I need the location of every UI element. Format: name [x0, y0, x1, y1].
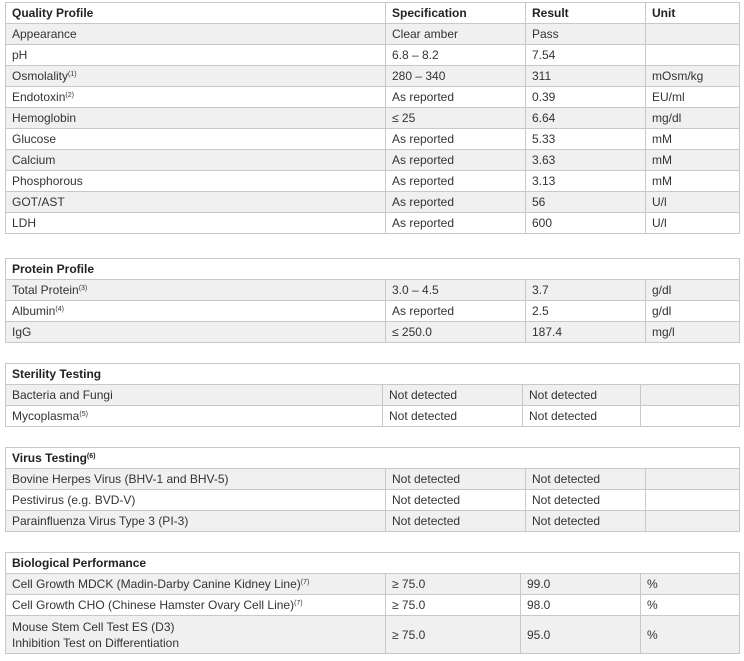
row-unit: U/l: [646, 213, 740, 234]
protein-profile-table: [5, 258, 740, 343]
row-unit: mM: [646, 150, 740, 171]
row-result: Not detected: [526, 469, 646, 490]
footnote-ref: (1): [68, 71, 77, 78]
virus-testing-table: [5, 447, 740, 532]
row-name: Endotoxin$^{(2)}$: [6, 87, 386, 108]
row-name: Hemoglobin: [6, 108, 386, 129]
row-name: Osmolality$^{(1)}$: [6, 66, 386, 87]
row-unit: [646, 511, 740, 532]
row-result: 56: [526, 192, 646, 213]
footnote-ref: (3): [78, 285, 88, 292]
section-header-row: [6, 364, 740, 385]
table-row: [6, 171, 740, 192]
row-unit: mM: [646, 171, 740, 192]
row-unit: mg/l: [646, 322, 740, 343]
table-row: [6, 490, 740, 511]
table-row: [6, 213, 740, 234]
row-spec: 3.0 – 4.5: [386, 280, 526, 301]
row-name: [6, 616, 386, 654]
table-row: [6, 129, 740, 150]
biological-performance-table: [5, 552, 740, 654]
row-name: Cell Growth CHO (Chinese Hamster Ovary Cell Line)$^{(7)}$: [6, 595, 386, 616]
row-unit: g/dl: [646, 301, 740, 322]
row-result: 187.4: [526, 322, 646, 343]
row-spec: ≤ 25: [386, 108, 526, 129]
table-row: [6, 511, 740, 532]
sterility-testing-heading: Sterility Testing: [6, 364, 740, 385]
row-result: Not detected: [523, 385, 641, 406]
row-result: 0.39: [526, 87, 646, 108]
row-spec: As reported: [386, 171, 526, 192]
table-row: [6, 87, 740, 108]
row-unit: [641, 406, 740, 427]
table-row: [6, 301, 740, 322]
row-spec: As reported: [386, 150, 526, 171]
table-row: [6, 150, 740, 171]
row-spec: ≥ 75.0: [386, 574, 521, 595]
protein-profile-heading: Protein Profile: [6, 259, 740, 280]
sterility-testing-table: [5, 363, 740, 427]
row-unit: [646, 490, 740, 511]
row-name: Cell Growth MDCK (Madin-Darby Canine Kidney Line)$^{(7)}$: [6, 574, 386, 595]
row-result: 2.5: [526, 301, 646, 322]
table-row: [6, 192, 740, 213]
unit-heading: Unit: [646, 3, 740, 24]
table-row: [6, 108, 740, 129]
row-spec: As reported: [386, 213, 526, 234]
row-unit: [646, 24, 740, 45]
section-header-row: [6, 553, 740, 574]
footnote-ref: (7): [300, 579, 310, 586]
row-spec: As reported: [386, 87, 526, 108]
row-unit: [646, 45, 740, 66]
row-name: Bovine Herpes Virus (BHV-1 and BHV-5): [6, 469, 386, 490]
row-unit: mg/dl: [646, 108, 740, 129]
row-name-line: Inhibition Test on Differentiation: [12, 635, 179, 650]
row-result: Not detected: [526, 511, 646, 532]
footnote-ref: (7): [294, 600, 303, 607]
row-name: IgG: [6, 322, 386, 343]
row-spec: 280 – 340: [386, 66, 526, 87]
result-heading: Result: [526, 3, 646, 24]
quality-profile-heading: Quality Profile: [6, 3, 386, 24]
row-name: Mycoplasma$^{(5)}$: [6, 406, 383, 427]
row-result: 311: [526, 66, 646, 87]
row-spec: ≥ 75.0: [386, 595, 521, 616]
row-result: Not detected: [526, 490, 646, 511]
quality-header-row: [6, 3, 740, 24]
row-name: LDH: [6, 213, 386, 234]
row-result: 3.7: [526, 280, 646, 301]
row-spec: Clear amber: [386, 24, 526, 45]
row-result: 7.54: [526, 45, 646, 66]
row-name: Parainfluenza Virus Type 3 (PI-3): [6, 511, 386, 532]
row-spec: Not detected: [386, 490, 526, 511]
row-spec: As reported: [386, 301, 526, 322]
footnote-ref: (2): [65, 92, 74, 99]
quality-profile-table: [5, 2, 740, 234]
row-name: Phosphorous: [6, 171, 386, 192]
virus-testing-heading: Virus Testing$^{(6)}$: [6, 448, 740, 469]
footnote-ref: (6): [86, 453, 96, 460]
row-result: 98.0: [521, 595, 641, 616]
row-spec: ≤ 250.0: [386, 322, 526, 343]
row-unit: mM: [646, 129, 740, 150]
row-name: Total Protein$^{(3)}$: [6, 280, 386, 301]
row-result: 6.64: [526, 108, 646, 129]
row-spec: As reported: [386, 192, 526, 213]
section-header-row: [6, 259, 740, 280]
table-row: [6, 385, 740, 406]
biological-performance-heading: Biological Performance: [6, 553, 740, 574]
row-spec: Not detected: [386, 469, 526, 490]
row-name: Glucose: [6, 129, 386, 150]
table-row: [6, 24, 740, 45]
row-unit: %: [641, 595, 740, 616]
row-unit: [641, 385, 740, 406]
table-row: [6, 322, 740, 343]
row-result: 99.0: [521, 574, 641, 595]
row-name: Pestivirus (e.g. BVD-V): [6, 490, 386, 511]
row-result: 5.33: [526, 129, 646, 150]
table-row: [6, 280, 740, 301]
row-spec: Not detected: [386, 511, 526, 532]
row-spec: ≥ 75.0: [386, 616, 521, 654]
table-row: [6, 595, 740, 616]
row-unit: mOsm/kg: [646, 66, 740, 87]
row-unit: U/l: [646, 192, 740, 213]
footnote-ref: (5): [79, 411, 88, 418]
section-header-row: [6, 448, 740, 469]
row-unit: %: [641, 616, 740, 654]
table-row: [6, 45, 740, 66]
row-unit: EU/ml: [646, 87, 740, 108]
footnote-ref: (4): [55, 306, 64, 313]
row-unit: [646, 469, 740, 490]
row-result: 95.0: [521, 616, 641, 654]
row-name: Albumin$^{(4)}$: [6, 301, 386, 322]
table-row: [6, 574, 740, 595]
row-result: Pass: [526, 24, 646, 45]
row-spec: 6.8 – 8.2: [386, 45, 526, 66]
row-result: Not detected: [523, 406, 641, 427]
row-result: 3.13: [526, 171, 646, 192]
row-unit: %: [641, 574, 740, 595]
table-row: [6, 406, 740, 427]
row-unit: g/dl: [646, 280, 740, 301]
row-name: Appearance: [6, 24, 386, 45]
row-name-line: Mouse Stem Cell Test ES (D3): [12, 619, 175, 634]
table-row: [6, 66, 740, 87]
table-row: [6, 616, 740, 654]
row-name: pH: [6, 45, 386, 66]
row-name: Bacteria and Fungi: [6, 385, 383, 406]
row-result: 3.63: [526, 150, 646, 171]
row-spec: Not detected: [383, 385, 523, 406]
row-spec: As reported: [386, 129, 526, 150]
row-spec: Not detected: [383, 406, 523, 427]
row-name: GOT/AST: [6, 192, 386, 213]
row-result: 600: [526, 213, 646, 234]
table-row: [6, 469, 740, 490]
specification-heading: Specification: [386, 3, 526, 24]
row-name: Calcium: [6, 150, 386, 171]
